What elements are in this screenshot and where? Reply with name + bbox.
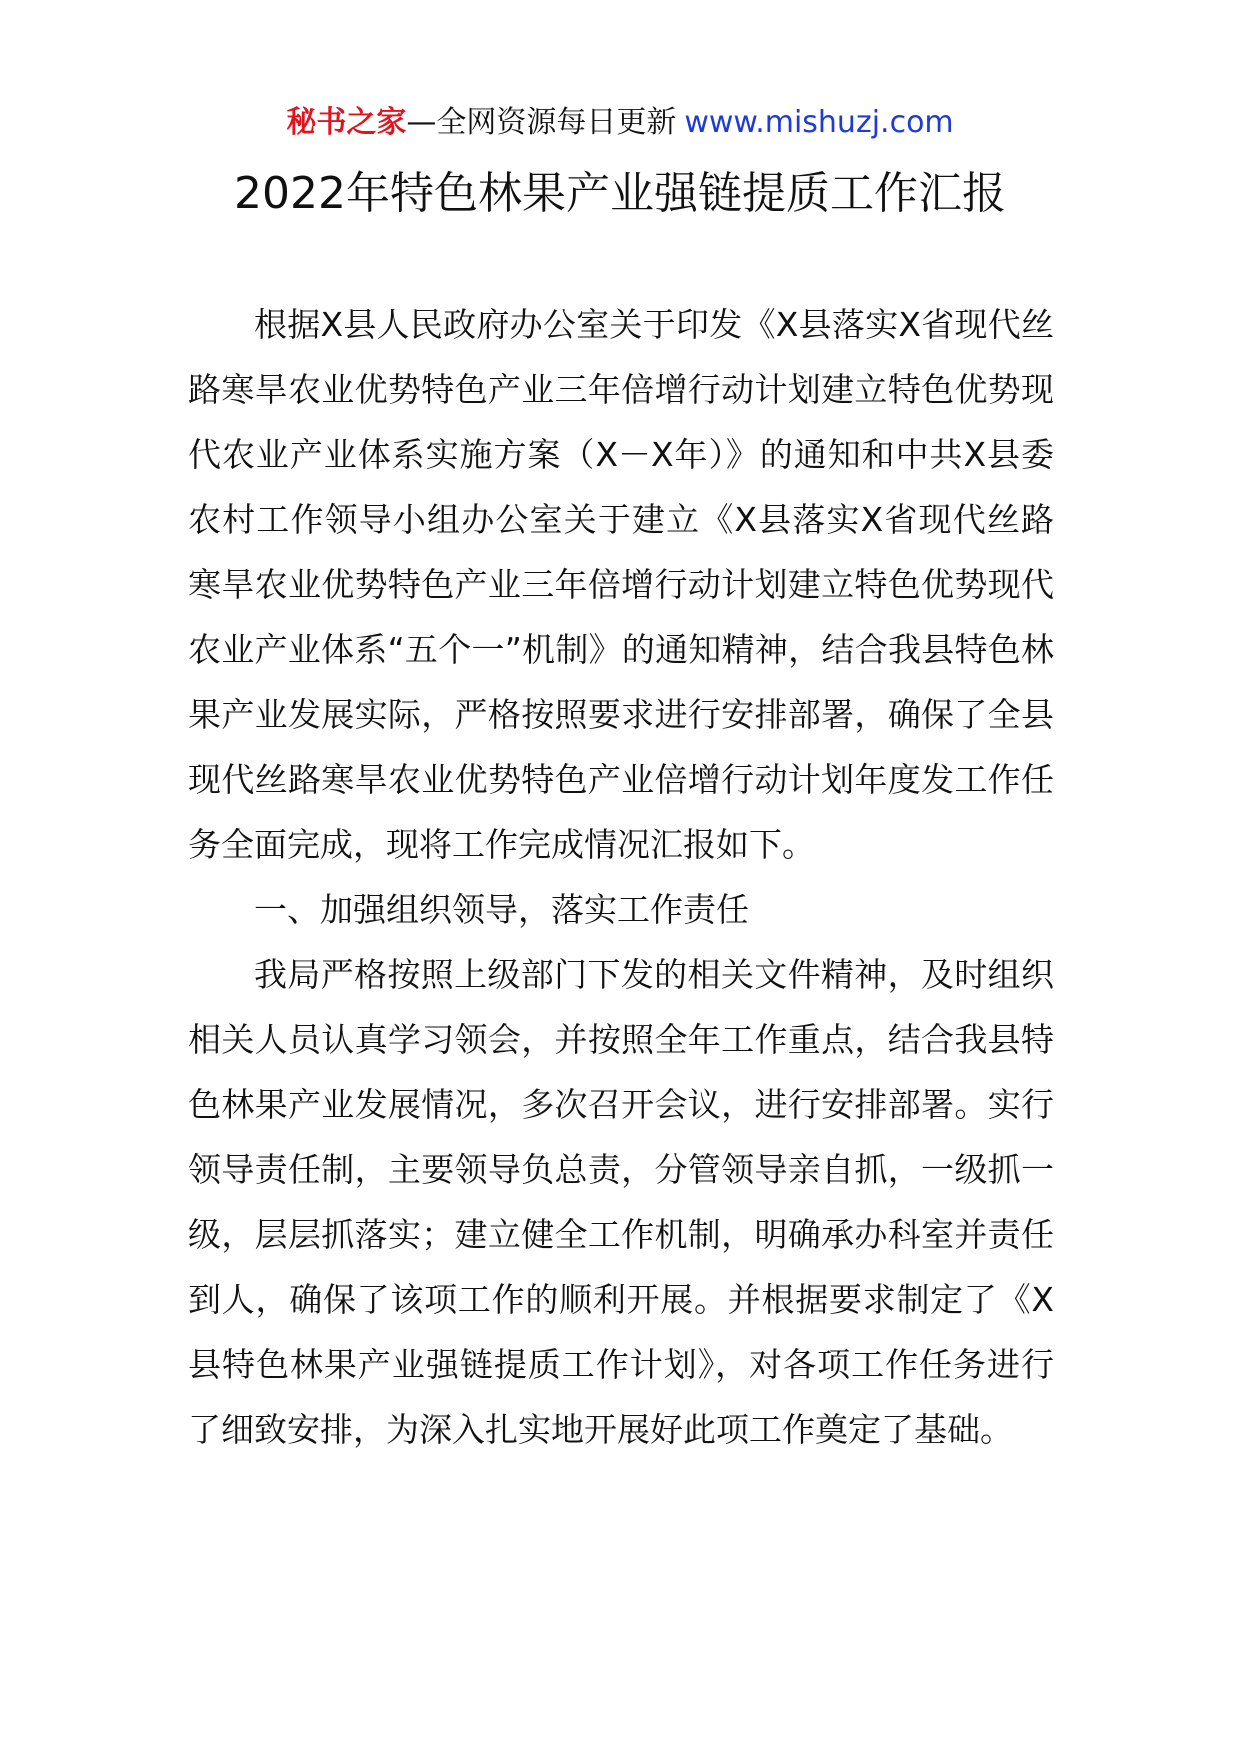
banner-tagline: —全网资源每日更新: [406, 105, 677, 140]
section-heading: 一、加强组织领导，落实工作责任: [254, 890, 749, 929]
site-url-link[interactable]: www.mishuzj.com: [684, 105, 954, 140]
section-paragraph: 我局严格按照上级部门下发的相关文件精神，及时组织相关人员认真学习领会，并按照全年工作重点，结合我县特色林果产业发展情况，多次召开会议，进行安排部署。实行领导责任制，主要领导负总责，分管领导亲自抓，一级抓一级，层层抓落实；建立健全工作机制，明确承办科室并责任到人，确保了该项工作的顺利开展。并根据要求制定了《X县特色林果产业强链提质工作计划》，对各项工作任务进行了细致安排，为深入扎实地开展好此项工作奠定了基础。: [188, 955, 1054, 1449]
intro-paragraph: 根据X县人民政府办公室关于印发《X县落实X省现代丝路寒旱农业优势特色产业三年倍增行动计划建立特色优势现代农业产业体系实施方案（X－X年）》的通知和中共X县委农村工作领导小组办公室关于建立《X县落实X省现代丝路寒旱农业优势特色产业三年倍增行动计划建立特色优势现代农业产业体系“五个一”机制》的通知精神，结合我县特色林果产业发展实际，严格按照要求进行安排部署，确保了全县现代丝路寒旱农业优势特色产业倍增行动计划年度发工作任务全面完成，现将工作完成情况汇报如下。: [188, 305, 1054, 864]
brand-name: 秘书之家: [286, 105, 407, 140]
site-banner: [0, 103, 1240, 143]
document-body: [188, 292, 1054, 1462]
document-title: 2022年特色林果产业强链提质工作汇报: [234, 168, 1006, 219]
